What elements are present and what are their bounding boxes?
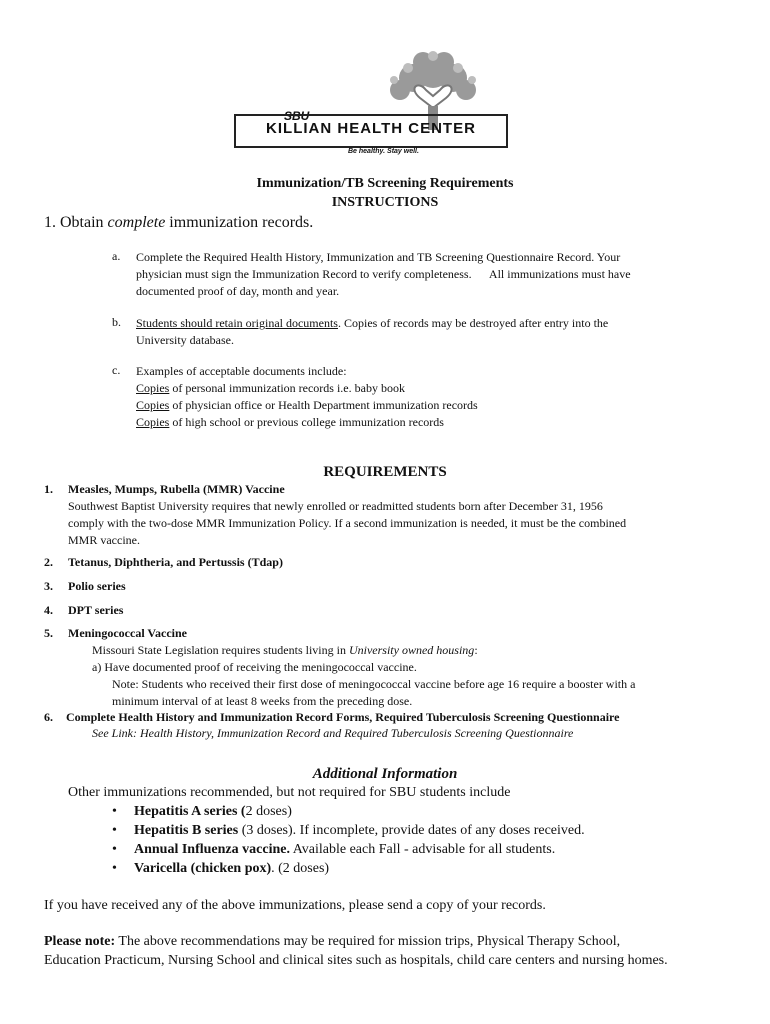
item-c-line: Examples of acceptable documents include: bbox=[136, 364, 347, 378]
list-item: • Hepatitis B series (3 doses). If incomplete, provide dates of any doses received. bbox=[112, 823, 585, 838]
item-b-underlined: Students should retain original documents bbox=[136, 316, 338, 330]
item-b-text bbox=[136, 315, 746, 349]
item-a-line: Complete the Required Health History, Immunization and TB Screening Questionnaire Record. Your bbox=[136, 250, 621, 264]
center-name: KILLIAN HEALTH CENTER bbox=[266, 120, 476, 137]
req-3-title: Polio series bbox=[68, 579, 126, 593]
req-1-line: Southwest Baptist University requires that newly enrolled or readmitted students born after December 31, 1956 bbox=[68, 499, 603, 513]
item-bold: Varicella (chicken pox) bbox=[134, 861, 272, 876]
req-5-num: 5. bbox=[44, 626, 53, 640]
req-5-body bbox=[92, 642, 752, 710]
footer-paragraph: If you have received any of the above immunizations, please send a copy of your records. bbox=[44, 898, 546, 913]
req-6-link[interactable]: See Link: Health History, Immunization Record and Required Tuberculosis Screening Questionnaire bbox=[92, 726, 574, 740]
instruction-1-em: complete bbox=[107, 214, 166, 231]
item-c-row: of high school or previous college immunization records bbox=[169, 415, 444, 429]
instruction-1-post: immunization records. bbox=[165, 214, 314, 231]
req-4-title: DPT series bbox=[68, 603, 124, 617]
list-item: • Varicella (chicken pox). (2 doses) bbox=[112, 861, 330, 876]
item-rest: . (2 doses) bbox=[271, 861, 330, 876]
item-b-rest: . Copies of records may be destroyed after entry into the bbox=[337, 316, 609, 330]
req-6-num: 6. bbox=[44, 710, 53, 724]
list-item: • Hepatitis A series (2 doses) bbox=[112, 804, 292, 819]
req-5-note: minimum interval of at least 8 weeks from the preceding dose. bbox=[112, 694, 413, 708]
list-item: • Annual Influenza vaccine. Available each Fall - advisable for all students. bbox=[112, 842, 556, 857]
req-5-post: : bbox=[474, 643, 478, 657]
req-5-title: Meningococcal Vaccine bbox=[68, 626, 187, 640]
item-rest: 2 doses) bbox=[245, 804, 292, 819]
item-c-label: c. bbox=[112, 363, 121, 377]
item-bold: Annual Influenza vaccine. bbox=[134, 842, 290, 857]
req-1-num: 1. bbox=[44, 482, 53, 496]
recommended-list bbox=[112, 802, 585, 878]
copies-word: Copies bbox=[136, 398, 170, 412]
item-rest: Available each Fall - advisable for all students. bbox=[289, 842, 556, 857]
req-1 bbox=[68, 481, 738, 549]
item-c-row: of physician office or Health Department immunization records bbox=[169, 398, 478, 412]
req-1-line: comply with the two-dose MMR Immunization Policy. If a second immunization is needed, it must be the combined bbox=[68, 516, 627, 530]
req-4-num: 4. bbox=[44, 603, 53, 617]
instruction-1-num: 1. bbox=[44, 214, 56, 231]
req-5-a: a) Have documented proof of receiving the meningococcal vaccine. bbox=[92, 660, 417, 674]
req-5-pre: Missouri State Legislation requires students living in bbox=[92, 643, 349, 657]
instructions-heading: INSTRUCTIONS bbox=[331, 195, 439, 210]
item-b-label: b. bbox=[112, 315, 121, 329]
item-a-line: physician must sign the Immunization Record to verify completeness. All immunizations must have bbox=[136, 267, 631, 281]
req-1-title: Measles, Mumps, Rubella (MMR) Vaccine bbox=[68, 482, 285, 496]
note-text: The above recommendations may be required for mission trips, Physical Therapy School, bbox=[115, 934, 621, 949]
item-bold: Hepatitis A series ( bbox=[134, 804, 246, 819]
tagline: Be healthy. Stay well. bbox=[348, 148, 419, 155]
req-2-title: Tetanus, Diphtheria, and Pertussis (Tdap) bbox=[68, 555, 283, 569]
req-5-note: Note: Students who received their first dose of meningococcal vaccine before age 16 require a booster with a bbox=[112, 677, 636, 691]
please-note bbox=[44, 932, 744, 970]
copies-word: Copies bbox=[136, 415, 170, 429]
instruction-1-pre: Obtain bbox=[60, 214, 108, 231]
req-6-title: Complete Health History and Immunization Record Forms, Required Tuberculosis Screening Questionnaire bbox=[66, 710, 620, 724]
req-2-num: 2. bbox=[44, 555, 53, 569]
item-c-row: of personal immunization records i.e. baby book bbox=[169, 381, 405, 395]
item-b-line: University database. bbox=[136, 333, 234, 347]
item-c-text bbox=[136, 363, 746, 431]
item-a-text bbox=[136, 249, 746, 300]
req-3-num: 3. bbox=[44, 579, 53, 593]
additional-intro: Other immunizations recommended, but not required for SBU students include bbox=[68, 785, 511, 800]
item-bold: Hepatitis B series bbox=[134, 823, 239, 838]
requirements-heading: REQUIREMENTS bbox=[323, 464, 447, 480]
note-text-2: Education Practicum, Nursing School and clinical sites such as hospitals, child care centers and nursing homes. bbox=[44, 953, 668, 968]
note-label: Please note: bbox=[44, 934, 116, 949]
item-rest: (3 doses). If incomplete, provide dates of any doses received. bbox=[238, 823, 585, 838]
req-5-em: University owned housing bbox=[348, 643, 475, 657]
killian-health-center-logo bbox=[228, 50, 518, 165]
document-title: Immunization/TB Screening Requirements bbox=[256, 176, 514, 191]
copies-word: Copies bbox=[136, 381, 170, 395]
sbu-mark: SBU bbox=[284, 109, 310, 123]
item-a-line: documented proof of day, month and year. bbox=[136, 284, 340, 298]
instruction-1 bbox=[44, 214, 313, 232]
req-1-line: MMR vaccine. bbox=[68, 533, 140, 547]
item-a-label: a. bbox=[112, 249, 121, 263]
additional-heading: Additional Information bbox=[312, 766, 458, 782]
